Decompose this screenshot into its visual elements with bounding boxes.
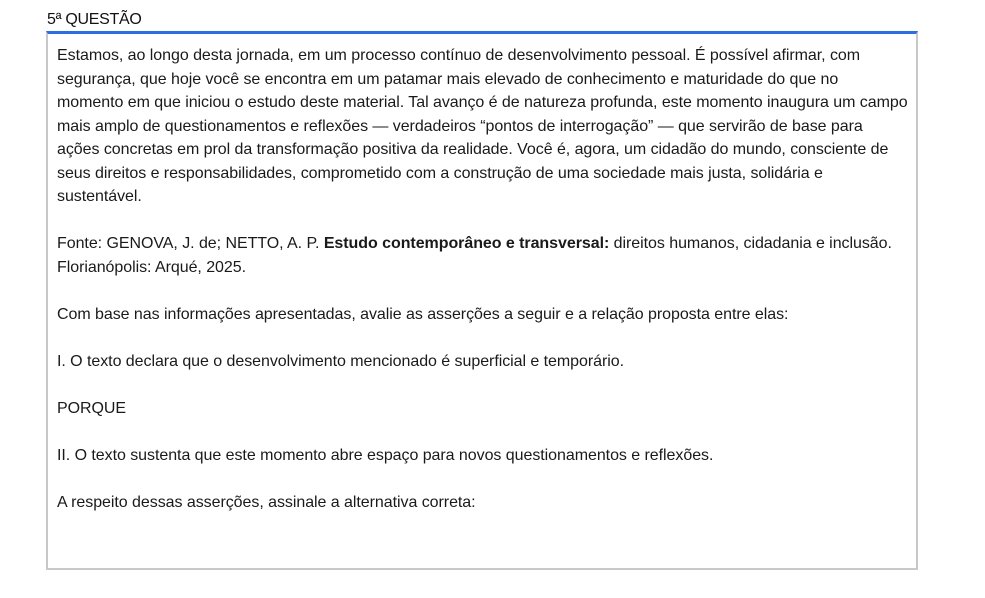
assertion-1: I. O texto declara que o desenvolvimento mencionado é superficial e temporário.: [57, 352, 625, 370]
connector-porque: PORQUE: [57, 399, 127, 417]
question-prompt: A respeito dessas asserções, assinale a alternativa correta:: [57, 493, 476, 511]
assertion-2: II. O texto sustenta que este momento abre espaço para novos questionamentos e reflexões.: [57, 446, 714, 464]
passage-text: Estamos, ao longo desta jornada, em um processo contínuo de desenvolvimento pessoal. É possível afirmar, com segurança, que hoje você se encontra em um patamar mais elevado de conhecimento e maturidade do que no momento em que iniciou o estudo deste material. Tal avanço é de natureza profunda, este momento inaugura um campo mais amplo de questionamentos e reflexões — verdadeiros “pontos de interrogação” — que servirão de base para ações concretas em prol da transformação positiva da realidade. Você é, agora, um cidadão do mundo, consciente de seus direitos e responsabilidades, comprometido com a construção de uma sociedade mais justa, solidária e sustentável.: [57, 47, 908, 205]
source-citation: [57, 232, 908, 279]
source-book-title: Estudo contemporâneo e transversal:: [323, 235, 610, 252]
question-title: 5ª QUESTÃO: [47, 11, 142, 28]
question-box: [46, 31, 918, 570]
instruction-text: Com base nas informações apresentadas, avalie as asserções a seguir e a relação proposta entre elas:: [57, 305, 789, 323]
source-suffix: direitos humanos, cidadania e inclusão. Florianópolis: Arqué, 2025.: [57, 235, 892, 276]
source-prefix: Fonte: GENOVA, J. de; NETTO, A. P.: [57, 235, 324, 252]
